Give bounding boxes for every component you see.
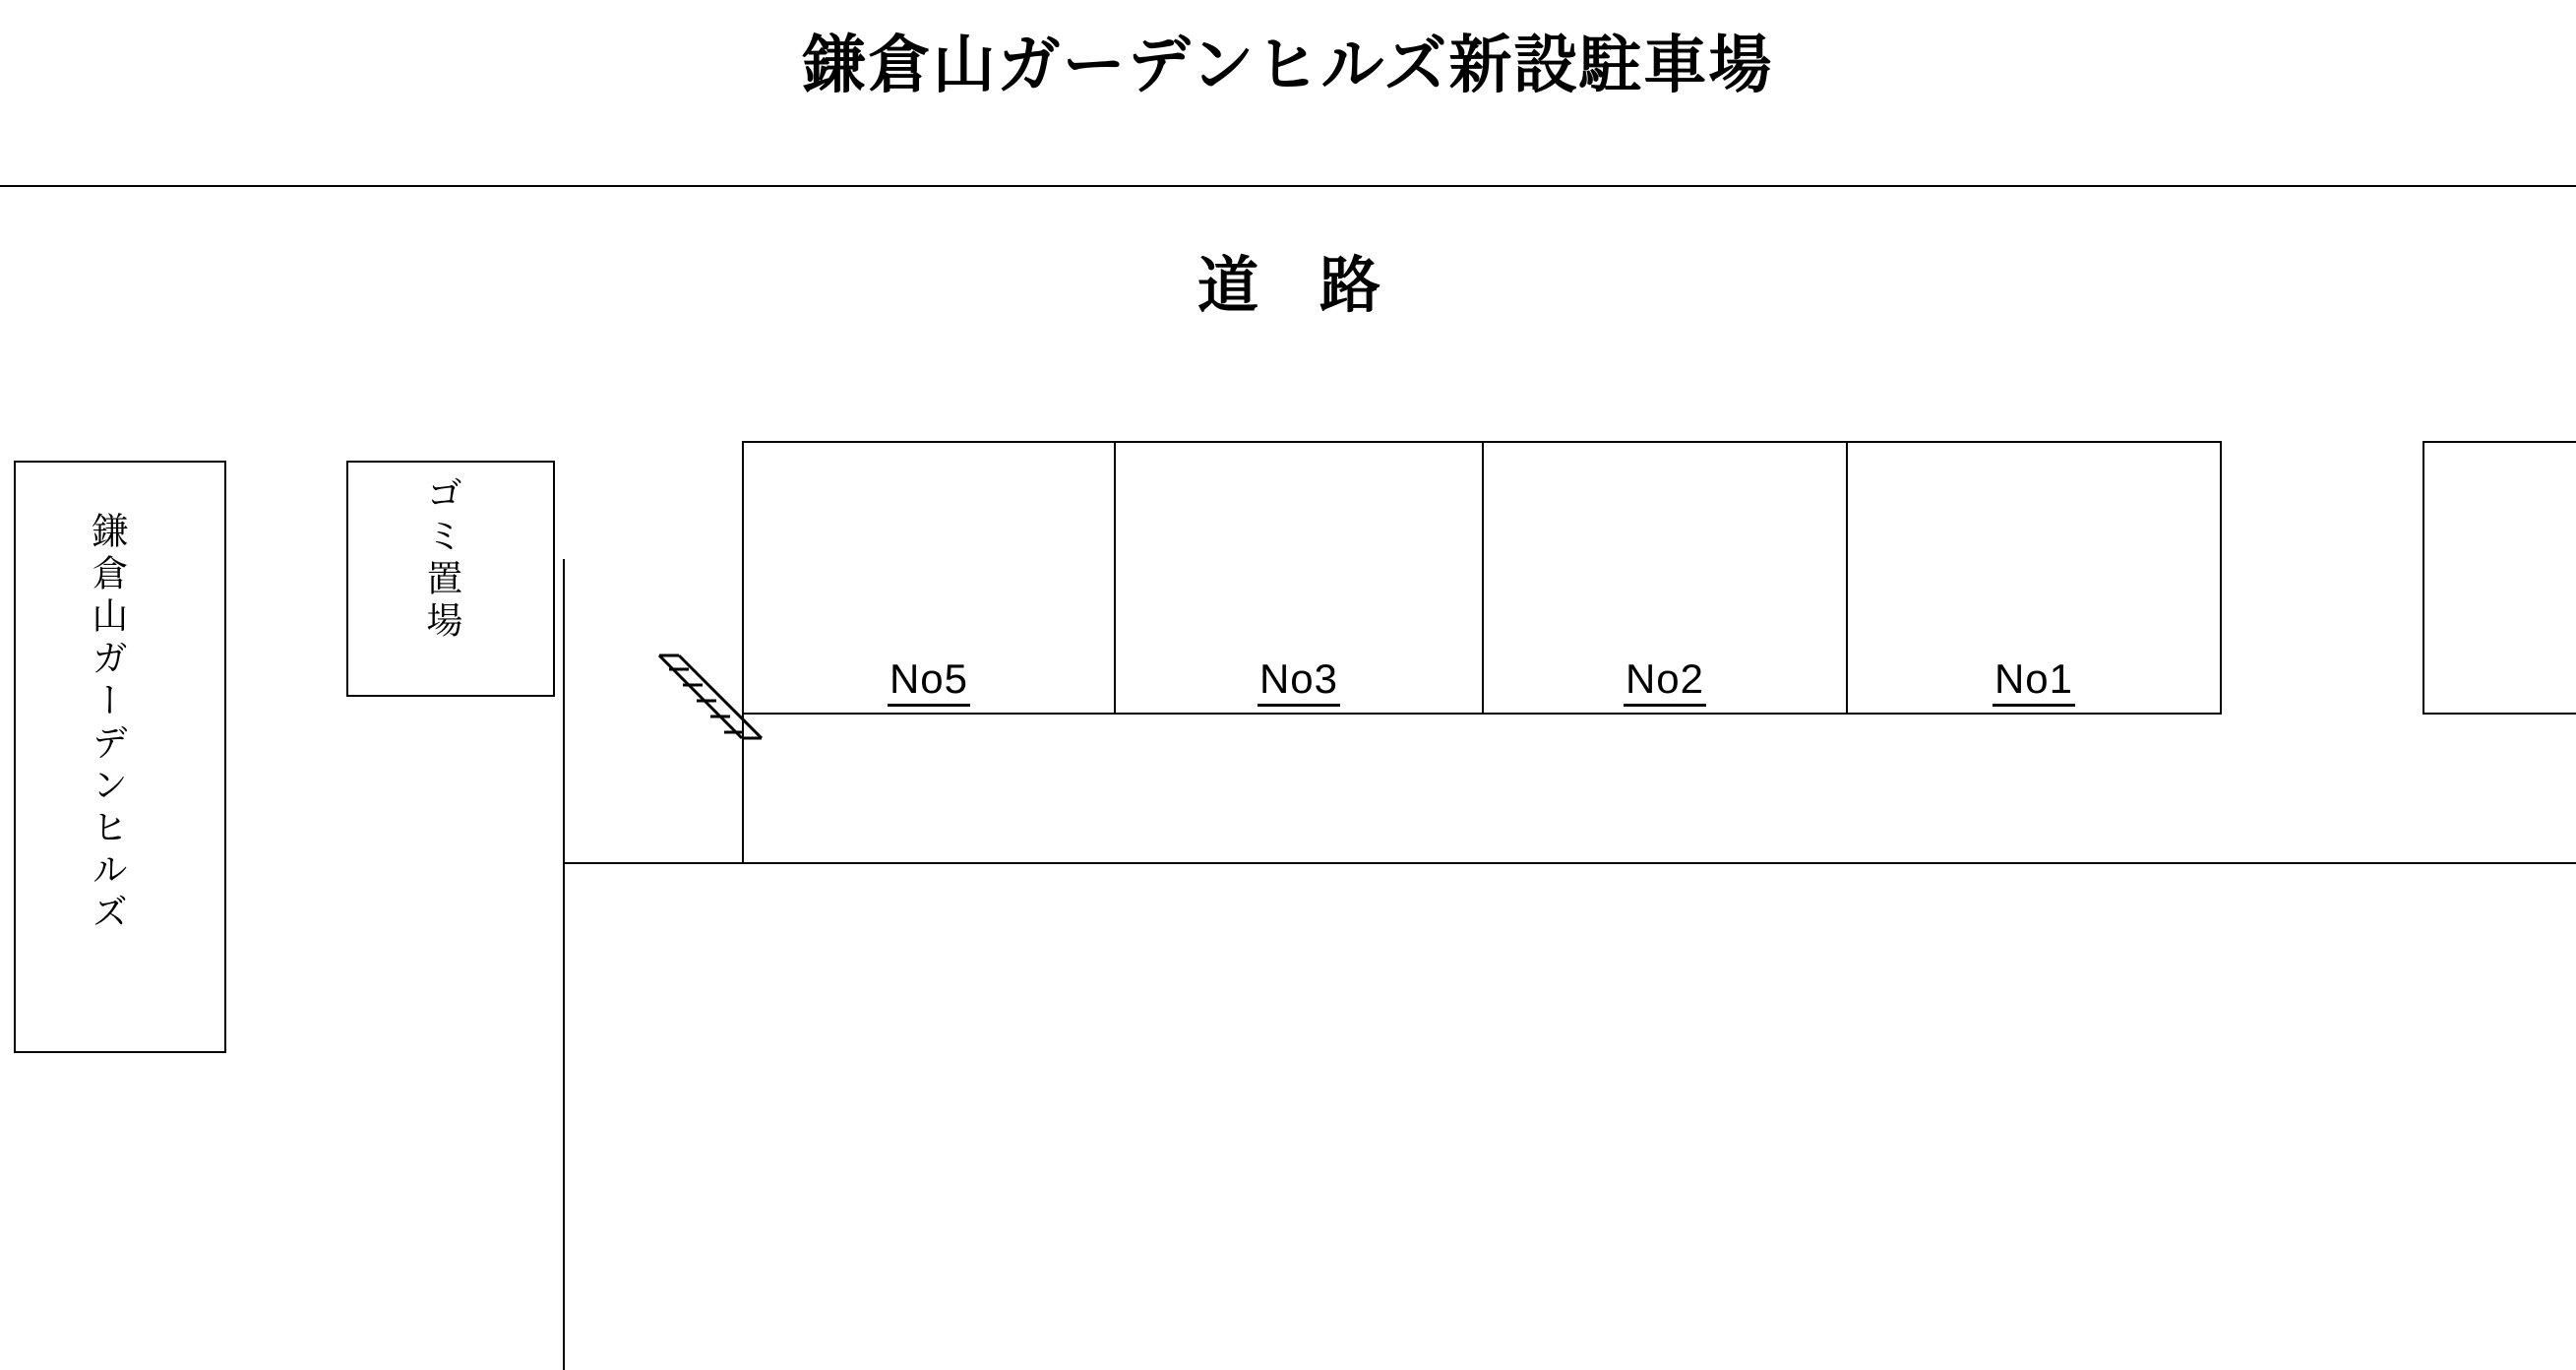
- parking-stall-no5[interactable]: [742, 441, 1116, 715]
- road-label: 道 路: [1196, 252, 1380, 320]
- driveway-bottom-line: [563, 862, 2576, 864]
- stairs-icon: [657, 654, 764, 760]
- parking-stall-no2[interactable]: [1482, 441, 1848, 715]
- parking-stall-label-text: No5: [888, 655, 970, 707]
- parking-stall-label: [744, 655, 1114, 703]
- adjacent-lot-outline: [2423, 441, 2576, 715]
- title-divider: [0, 185, 2576, 187]
- property-boundary-line: [563, 559, 565, 1370]
- page-title: 鎌倉山ガーデンヒルズ新設駐車場: [802, 30, 1774, 100]
- parking-stall-label: [1116, 655, 1482, 703]
- trash-area-label: ゴミ置場: [420, 474, 461, 644]
- parking-stall-label: [1484, 655, 1846, 703]
- parking-stall-label-text: No1: [1993, 655, 2075, 707]
- parking-stall-label: [1848, 655, 2220, 703]
- parking-stall-no3[interactable]: [1114, 441, 1484, 715]
- parking-stall-label-text: No2: [1624, 655, 1706, 707]
- building-label: 鎌倉山ガーデンヒルズ: [86, 512, 127, 935]
- stall-bottom-line: [742, 713, 2222, 715]
- parking-stall-no1[interactable]: [1846, 441, 2222, 715]
- parking-stall-label-text: No3: [1257, 655, 1340, 707]
